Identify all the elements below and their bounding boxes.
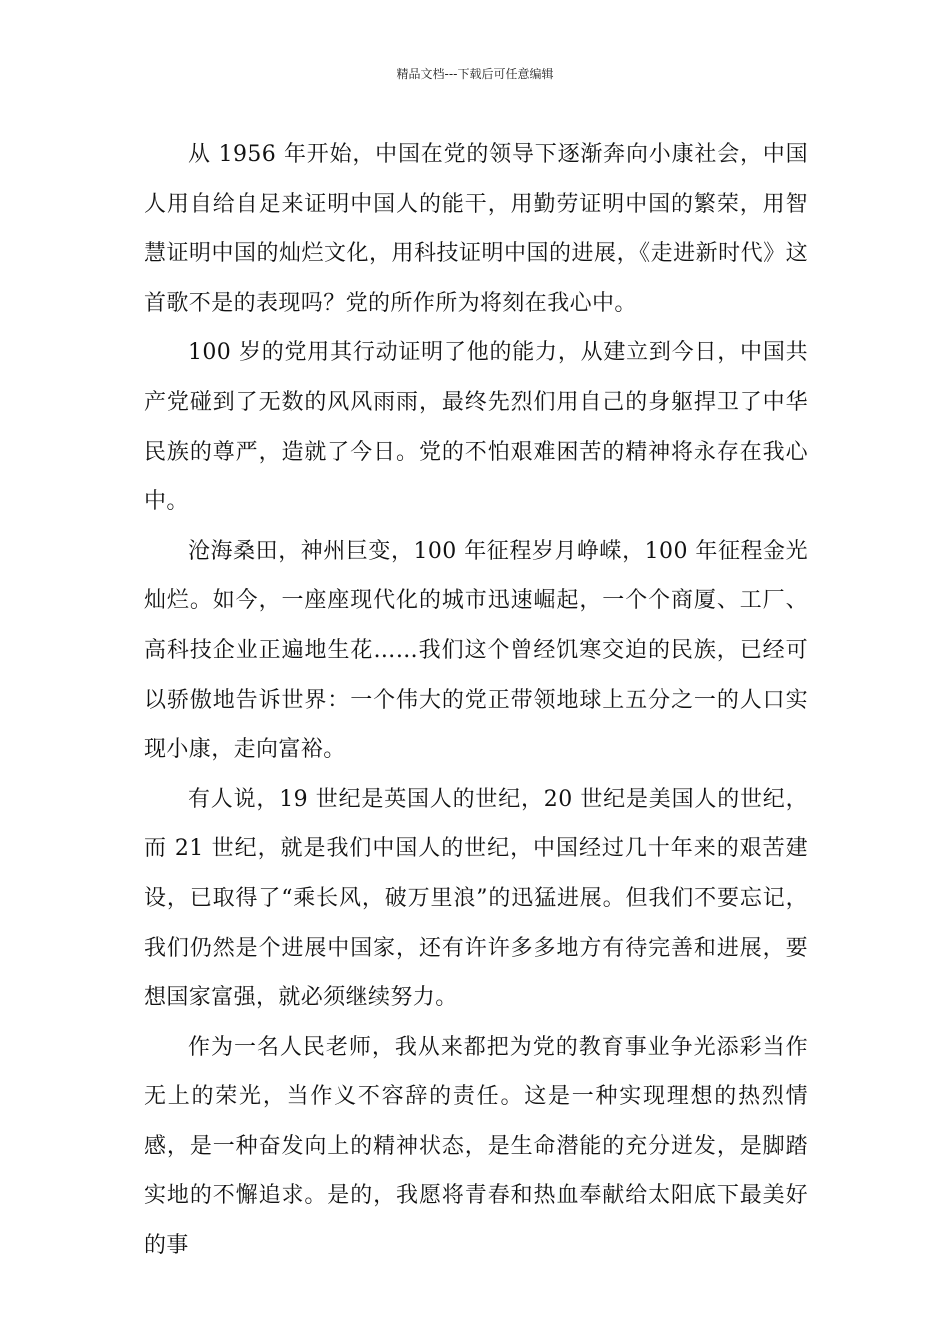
paragraph-5: 作为一名人民老师，我从来都把为党的教育事业争光添彩当作无上的荣光，当作义不容辞的责任。这是一种实现理想的热烈情感，是一种奋发向上的精神状态，是生命潜能的充分迸发，是脚踏实地的不懈追求。是的，我愿将青春和热血奉献给太阳底下最美好的事 [144,1034,808,1259]
paragraph-1: 从 1956 年开始，中国在党的领导下逐渐奔向小康社会，中国人用自给自足来证明中国人的能干，用勤劳证明中国的繁荣，用智慧证明中国的灿烂文化，用科技证明中国的进展，《走进新时代》这首歌不是的表现吗？党的所作所为将刻在我心中。 [144,142,808,316]
paragraph-3: 沧海桑田，神州巨变，100 年征程岁月峥嵘，100 年征程金光灿烂。如今，一座座现代化的城市迅速崛起，一个个商厦、工厂、高科技企业正遍地生花……我们这个曾经饥寒交迫的民族，已经可以骄傲地告诉世界：一个伟大的党正带领地球上五分之一的人口实现小康，走向富裕。 [144,538,808,763]
paragraph-2: 100 岁的党用其行动证明了他的能力，从建立到今日，中国共产党碰到了无数的风风雨雨，最终先烈们用自己的身躯捍卫了中华民族的尊严，造就了今日。党的不怕艰难困苦的精神将永存在我心中。 [144,340,808,515]
paragraph-4: 有人说，19 世纪是英国人的世纪，20 世纪是美国人的世纪，而 21 世纪，就是我们中国人的世纪，中国经过几十年来的艰苦建设，已取得了“乘长风，破万里浪”的迅猛进展。但我们不要忘记，我们仍然是个进展中国家，还有许许多多地方有待完善和进展，要想国家富强，就必须继续努力。 [144,786,808,1011]
page-header: 精品文档---下载后可任意编辑 [396,67,554,81]
document-body [144,130,808,1271]
